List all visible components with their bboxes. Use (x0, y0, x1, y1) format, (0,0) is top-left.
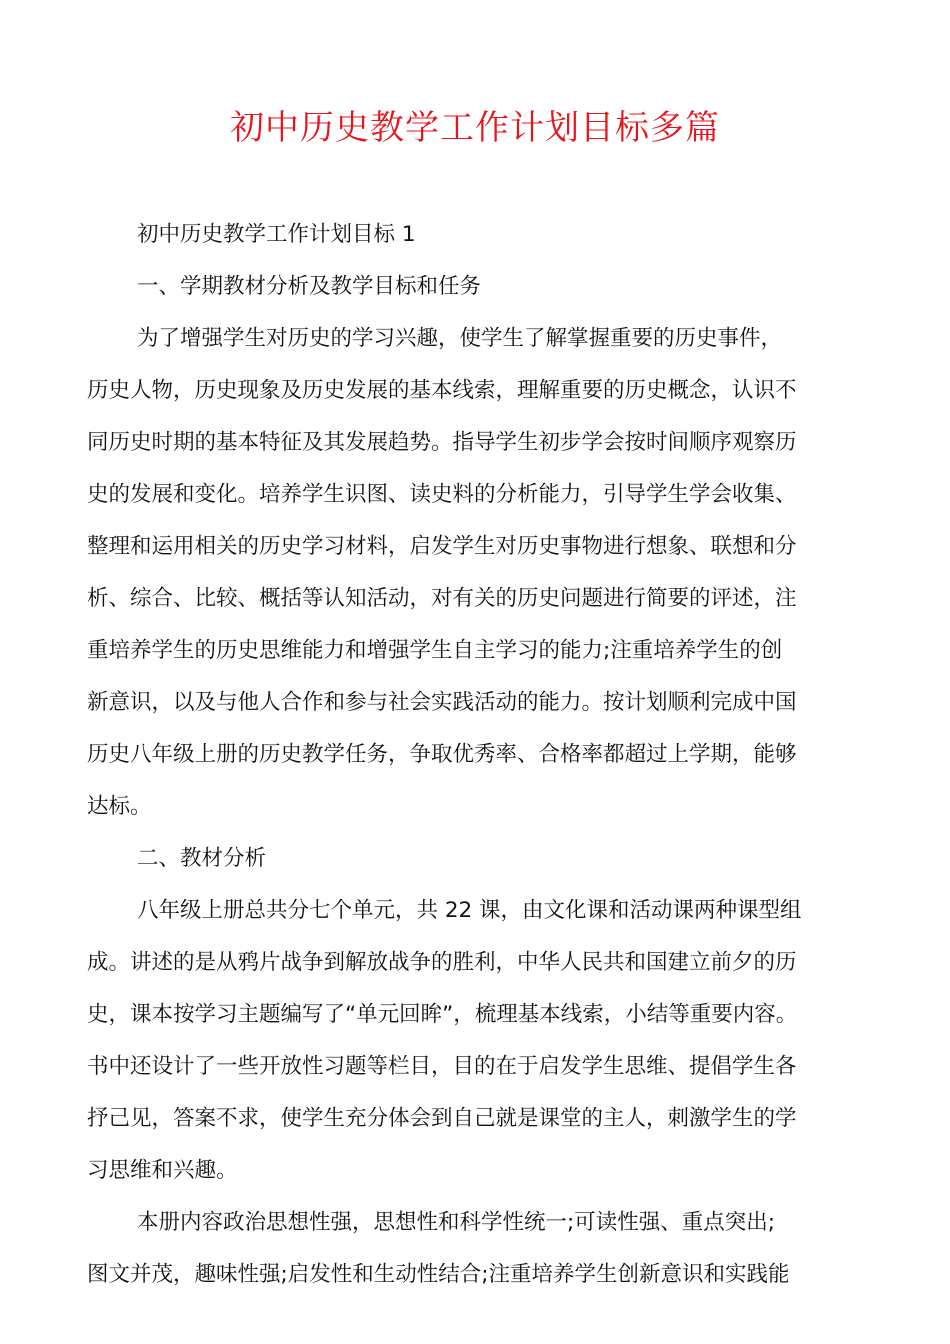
paragraph-line: 成。讲述的是从鸦片战争到解放战争的胜利，中华人民共和国建立前夕的历 (87, 950, 797, 975)
paragraph-line: 历史人物，历史现象及历史发展的基本线索，理解重要的历史概念，认识不 (87, 378, 797, 403)
plan-heading: 初中历史教学工作计划目标 1 (137, 222, 416, 247)
paragraph-line: 整理和运用相关的历史学习材料，启发学生对历史事物进行想象、联想和分 (87, 534, 797, 559)
paragraph-2 (87, 885, 863, 1197)
paragraph-line: 八年级上册总共分七个单元，共 22 课，由文化课和活动课两种课型组 (137, 898, 802, 923)
paragraph-3 (87, 1197, 863, 1301)
paragraph-line: 历史八年级上册的历史教学任务，争取优秀率、合格率都超过上学期，能够 (87, 742, 797, 767)
paragraph-line: 图文并茂，趣味性强;启发性和生动性结合;注重培养学生创新意识和实践能 (87, 1262, 790, 1287)
paragraph-line: 本册内容政治思想性强，思想性和科学性统一;可读性强、重点突出; (137, 1210, 775, 1235)
section-heading-1: 一、学期教材分析及教学目标和任务 (137, 274, 482, 299)
paragraph-line: 新意识，以及与他人合作和参与社会实践活动的能力。按计划顺利完成中国 (87, 690, 797, 715)
document-body (87, 209, 863, 1301)
paragraph-line: 史，课本按学习主题编写了“单元回眸”，梳理基本线索，小结等重要内容。 (87, 1002, 798, 1027)
document-title: 初中历史教学工作计划目标多篇 (230, 108, 720, 148)
paragraph-line: 习思维和兴趣。 (87, 1158, 238, 1183)
paragraph-1 (87, 313, 863, 833)
paragraph-line: 达标。 (87, 794, 152, 819)
paragraph-line: 书中还设计了一些开放性习题等栏目，目的在于启发学生思维、提倡学生各 (87, 1054, 797, 1079)
section-heading-2: 二、教材分析 (137, 846, 267, 871)
paragraph-line: 同历史时期的基本特征及其发展趋势。指导学生初步学会按时间顺序观察历 (87, 430, 797, 455)
paragraph-line: 析、综合、比较、概括等认知活动，对有关的历史问题进行简要的评述，注 (87, 586, 797, 611)
paragraph-line: 为了增强学生对历史的学习兴趣，使学生了解掌握重要的历史事件， (137, 326, 783, 351)
paragraph-line: 抒己见，答案不求，使学生充分体会到自己就是课堂的主人，刺激学生的学 (87, 1106, 797, 1131)
paragraph-line: 史的发展和变化。培养学生识图、读史料的分析能力，引导学生学会收集、 (87, 482, 797, 507)
paragraph-line: 重培养学生的历史思维能力和增强学生自主学习的能力;注重培养学生的创 (87, 638, 783, 663)
